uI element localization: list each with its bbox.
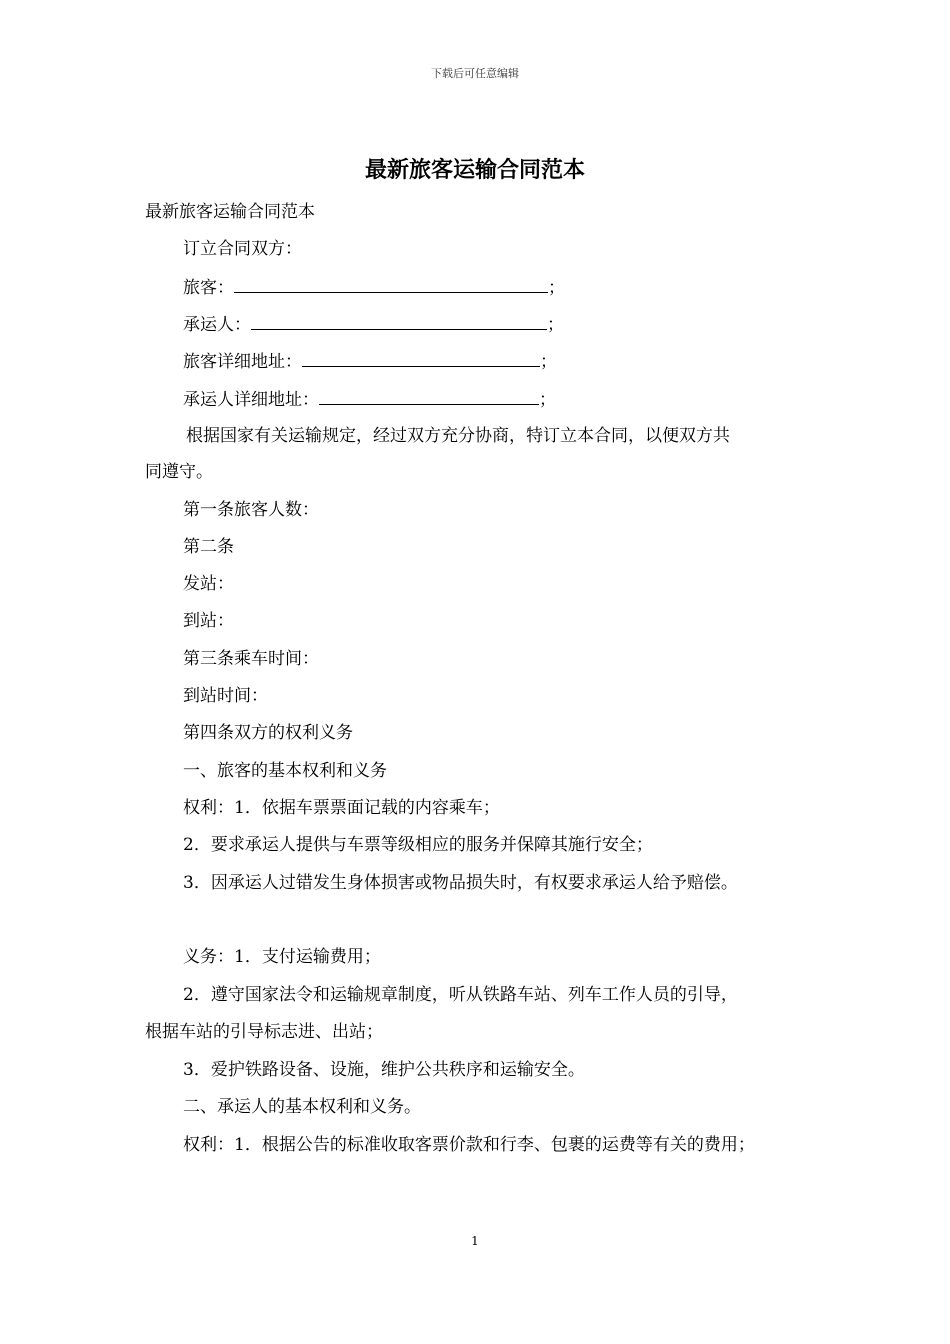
- carrier-blank: [251, 311, 547, 330]
- article-3: 第三条乘车时间：: [183, 649, 319, 669]
- page-number: 1: [471, 1234, 479, 1248]
- passenger-address-field: [183, 348, 557, 374]
- departure-station: 发站：: [183, 574, 234, 594]
- passenger-duty-3: 3．爱护铁路设备、设施，维护公共秩序和运输安全。: [183, 1060, 585, 1080]
- passenger-duty-1: 义务：1．支付运输费用；: [183, 947, 381, 967]
- section-1-heading: 一、旅客的基本权利和义务: [183, 761, 387, 781]
- passenger-field-end: ；: [548, 278, 565, 298]
- document-subtitle: 最新旅客运输合同范本: [145, 202, 315, 222]
- passenger-duty-2-line-2: 根据车站的引导标志进、出站；: [145, 1022, 383, 1042]
- preamble-line-1: 根据国家有关运输规定，经过双方充分协商，特订立本合同，以便双方共: [186, 426, 730, 446]
- carrier-field-end: ；: [547, 315, 564, 335]
- document-title: 最新旅客运输合同范本: [364, 157, 585, 183]
- passenger-right-2: 2．要求承运人提供与车票等级相应的服务并保障其施行安全；: [183, 835, 653, 855]
- passenger-duty-2-line-1: 2．遵守国家法令和运输规章制度，听从铁路车站、列车工作人员的引导，: [183, 985, 738, 1005]
- passenger-label: 旅客：: [183, 278, 234, 298]
- carrier-address-blank: [319, 386, 539, 405]
- passenger-address-label: 旅客详细地址：: [183, 352, 302, 372]
- passenger-blank: [234, 274, 548, 293]
- carrier-address-field-end: ；: [539, 390, 556, 410]
- passenger-field: [183, 274, 565, 300]
- carrier-address-field: [183, 386, 556, 412]
- passenger-address-field-end: ；: [540, 352, 557, 372]
- article-4: 第四条双方的权利义务: [183, 723, 353, 743]
- article-1: 第一条旅客人数：: [183, 500, 319, 520]
- carrier-right-1: 权利：1．根据公告的标准收取客票价款和行李、包裹的运费等有关的费用；: [183, 1135, 755, 1155]
- section-2-heading: 二、承运人的基本权利和义务。: [183, 1097, 421, 1117]
- page-header: 下载后可任意编辑: [431, 67, 519, 80]
- passenger-right-1: 权利：1．依据车票票面记载的内容乘车；: [183, 798, 500, 818]
- article-2: 第二条: [183, 537, 234, 557]
- passenger-right-3: 3．因承运人过错发生身体损害或物品损失时，有权要求承运人给予赔偿。: [183, 873, 738, 893]
- carrier-field: [183, 311, 564, 337]
- preamble-line-2: 同遵守。: [145, 462, 213, 482]
- carrier-label: 承运人：: [183, 315, 251, 335]
- passenger-address-blank: [302, 348, 540, 367]
- parties-intro: 订立合同双方：: [183, 239, 302, 259]
- arrival-station: 到站：: [183, 611, 234, 631]
- carrier-address-label: 承运人详细地址：: [183, 390, 319, 410]
- arrival-time: 到站时间：: [183, 686, 268, 706]
